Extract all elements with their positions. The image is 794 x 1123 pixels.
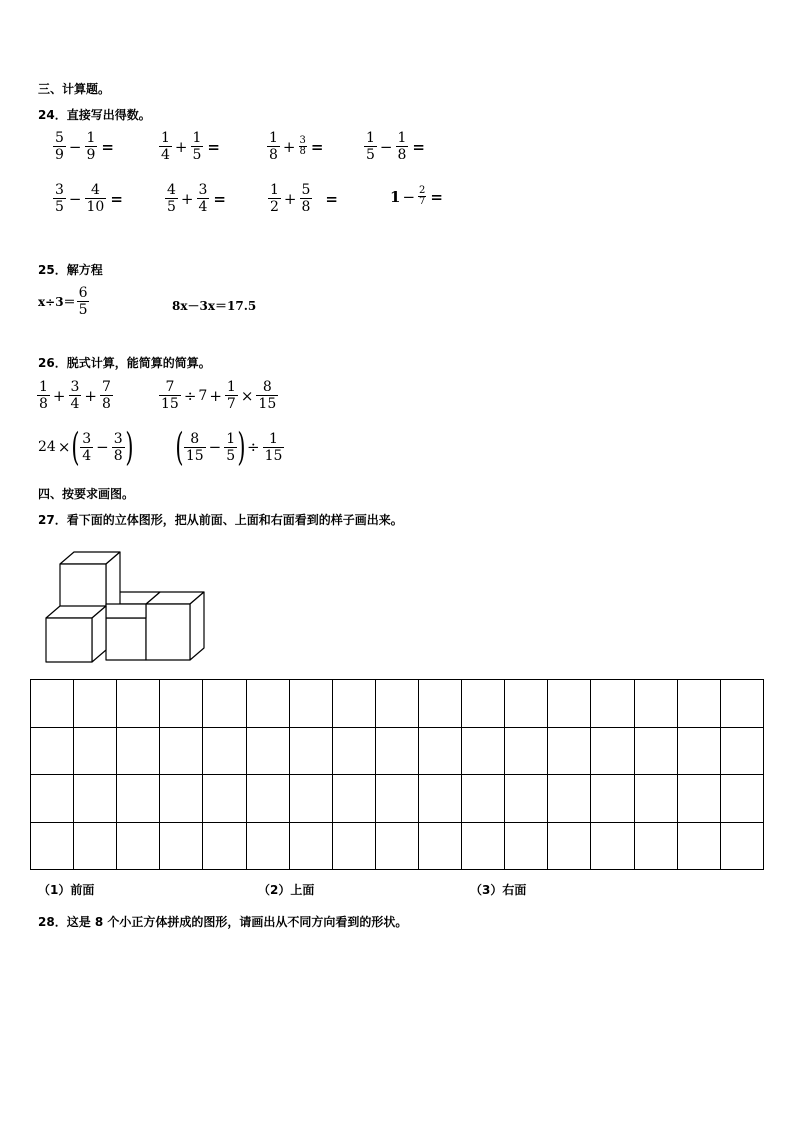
q26-expr-3: 24 × ( $\frac{3}{4}$ − $\frac{3}{8}$ ) bbox=[38, 425, 134, 469]
left-paren: ( bbox=[175, 425, 184, 469]
grid-cell[interactable] bbox=[505, 680, 548, 728]
grid-cell[interactable] bbox=[289, 822, 332, 870]
grid-cell[interactable] bbox=[548, 727, 591, 775]
grid-row bbox=[31, 822, 764, 870]
grid-cell[interactable] bbox=[375, 775, 418, 823]
grid-cell[interactable] bbox=[74, 822, 117, 870]
grid-cell[interactable] bbox=[332, 727, 375, 775]
q26-expr-2: $\frac{7}{15}$ ÷ 7 + $\frac{1}{7}$ × $\frac{8}{15}$ bbox=[161, 379, 277, 412]
grid-cell[interactable] bbox=[289, 727, 332, 775]
grid-row bbox=[31, 680, 764, 728]
grid-cell[interactable] bbox=[462, 727, 505, 775]
grid-cell[interactable] bbox=[246, 822, 289, 870]
grid-row bbox=[31, 727, 764, 775]
grid-cell[interactable] bbox=[332, 680, 375, 728]
grid-cell[interactable] bbox=[117, 727, 160, 775]
grid-cell[interactable] bbox=[332, 775, 375, 823]
grid-cell[interactable] bbox=[375, 727, 418, 775]
question-25-title: 25．解方程 bbox=[38, 263, 103, 277]
grid-cell[interactable] bbox=[548, 775, 591, 823]
grid-cell[interactable] bbox=[160, 727, 203, 775]
grid-cell[interactable] bbox=[31, 822, 74, 870]
grid-cell[interactable] bbox=[677, 822, 720, 870]
question-28-title: 28．这是 8 个小正方体拼成的图形，请画出从不同方向看到的形状。 bbox=[38, 915, 408, 929]
grid-cell[interactable] bbox=[74, 680, 117, 728]
label-front-view: （1）前面 bbox=[38, 883, 95, 897]
grid-cell[interactable] bbox=[375, 822, 418, 870]
grid-cell[interactable] bbox=[203, 727, 246, 775]
q26-expr-4: ( $\frac{8}{15}$ − $\frac{1}{5}$ ) ÷ $\frac{1}{15}$ bbox=[175, 425, 283, 469]
grid-cell[interactable] bbox=[160, 822, 203, 870]
grid-cell[interactable] bbox=[720, 775, 763, 823]
question-27-title: 27．看下面的立体图形，把从前面、上面和右面看到的样子画出来。 bbox=[38, 513, 403, 527]
q24-expr-3: $\frac{1}{8}$ + $\frac{3}{8}$ = bbox=[269, 130, 324, 163]
grid-cell[interactable] bbox=[31, 680, 74, 728]
grid-cell[interactable] bbox=[375, 680, 418, 728]
grid-cell[interactable] bbox=[591, 680, 634, 728]
q25-equation-2: 8x－3x＝17.5 bbox=[172, 299, 257, 313]
grid-cell[interactable] bbox=[677, 727, 720, 775]
grid-row bbox=[31, 775, 764, 823]
grid-cell[interactable] bbox=[548, 680, 591, 728]
grid-cell[interactable] bbox=[246, 680, 289, 728]
grid-cell[interactable] bbox=[74, 727, 117, 775]
question-24-title: 24．直接写出得数。 bbox=[38, 108, 151, 122]
grid-cell[interactable] bbox=[246, 775, 289, 823]
grid-cell[interactable] bbox=[634, 822, 677, 870]
grid-cell[interactable] bbox=[117, 680, 160, 728]
grid-cell[interactable] bbox=[677, 680, 720, 728]
grid-cell[interactable] bbox=[720, 680, 763, 728]
q24-expr-8: 1 − $\frac{2}{7}$ = bbox=[390, 185, 443, 207]
grid-cell[interactable] bbox=[418, 822, 461, 870]
grid-cell[interactable] bbox=[418, 775, 461, 823]
grid-cell[interactable] bbox=[418, 727, 461, 775]
grid-cell[interactable] bbox=[203, 680, 246, 728]
grid-cell[interactable] bbox=[720, 727, 763, 775]
grid-cell[interactable] bbox=[117, 822, 160, 870]
grid-cell[interactable] bbox=[462, 822, 505, 870]
right-paren: ) bbox=[124, 425, 134, 469]
q24-expr-5: $\frac{3}{5}$ − $\frac{4}{10}$ = bbox=[55, 182, 123, 215]
grid-cell[interactable] bbox=[591, 822, 634, 870]
grid-cell[interactable] bbox=[31, 727, 74, 775]
question-26-title: 26．脱式计算，能简算的简算。 bbox=[38, 356, 211, 370]
section-heading-three: 三、计算题。 bbox=[38, 82, 111, 96]
grid-cell[interactable] bbox=[203, 775, 246, 823]
grid-cell[interactable] bbox=[246, 727, 289, 775]
grid-cell[interactable] bbox=[505, 775, 548, 823]
label-top-view: （2）上面 bbox=[258, 883, 315, 897]
grid-cell[interactable] bbox=[462, 680, 505, 728]
drawing-grid[interactable] bbox=[30, 679, 764, 870]
q24-expr-2: $\frac{1}{4}$ + $\frac{1}{5}$ = bbox=[161, 130, 220, 163]
grid-cell[interactable] bbox=[160, 680, 203, 728]
grid-cell[interactable] bbox=[332, 822, 375, 870]
grid-cell[interactable] bbox=[289, 775, 332, 823]
grid-cell[interactable] bbox=[74, 775, 117, 823]
grid-cell[interactable] bbox=[462, 775, 505, 823]
left-paren: ( bbox=[71, 425, 80, 469]
q24-expr-6: $\frac{4}{5}$ + $\frac{3}{4}$ = bbox=[167, 182, 226, 215]
grid-cell[interactable] bbox=[634, 680, 677, 728]
grid-cell[interactable] bbox=[548, 822, 591, 870]
grid-cell[interactable] bbox=[634, 775, 677, 823]
right-paren: ) bbox=[237, 425, 246, 469]
grid-cell[interactable] bbox=[160, 775, 203, 823]
grid-cell[interactable] bbox=[505, 727, 548, 775]
section-heading-four: 四、按要求画图。 bbox=[38, 487, 135, 501]
grid-cell[interactable] bbox=[117, 775, 160, 823]
q24-expr-1: $\frac{5}{9}$ − $\frac{1}{9}$ = bbox=[55, 130, 114, 163]
cube-figure bbox=[40, 546, 212, 668]
grid-cell[interactable] bbox=[720, 822, 763, 870]
q26-expr-1: $\frac{1}{8}$ + $\frac{3}{4}$ + $\frac{7}{8}$ bbox=[39, 379, 111, 412]
grid-cell[interactable] bbox=[31, 775, 74, 823]
q25-equation-1: x÷3＝ $\frac{6}{5}$ bbox=[38, 285, 88, 318]
grid-cell[interactable] bbox=[203, 822, 246, 870]
grid-cell[interactable] bbox=[591, 775, 634, 823]
q24-expr-7: $\frac{1}{2}$ + $\frac{5}{8}$ = bbox=[270, 182, 338, 215]
grid-cell[interactable] bbox=[505, 822, 548, 870]
label-right-view: （3）右面 bbox=[470, 883, 527, 897]
grid-cell[interactable] bbox=[634, 727, 677, 775]
grid-cell[interactable] bbox=[591, 727, 634, 775]
grid-cell[interactable] bbox=[418, 680, 461, 728]
grid-cell[interactable] bbox=[289, 680, 332, 728]
q24-expr-4: $\frac{1}{5}$ − $\frac{1}{8}$ = bbox=[366, 130, 425, 163]
grid-cell[interactable] bbox=[677, 775, 720, 823]
